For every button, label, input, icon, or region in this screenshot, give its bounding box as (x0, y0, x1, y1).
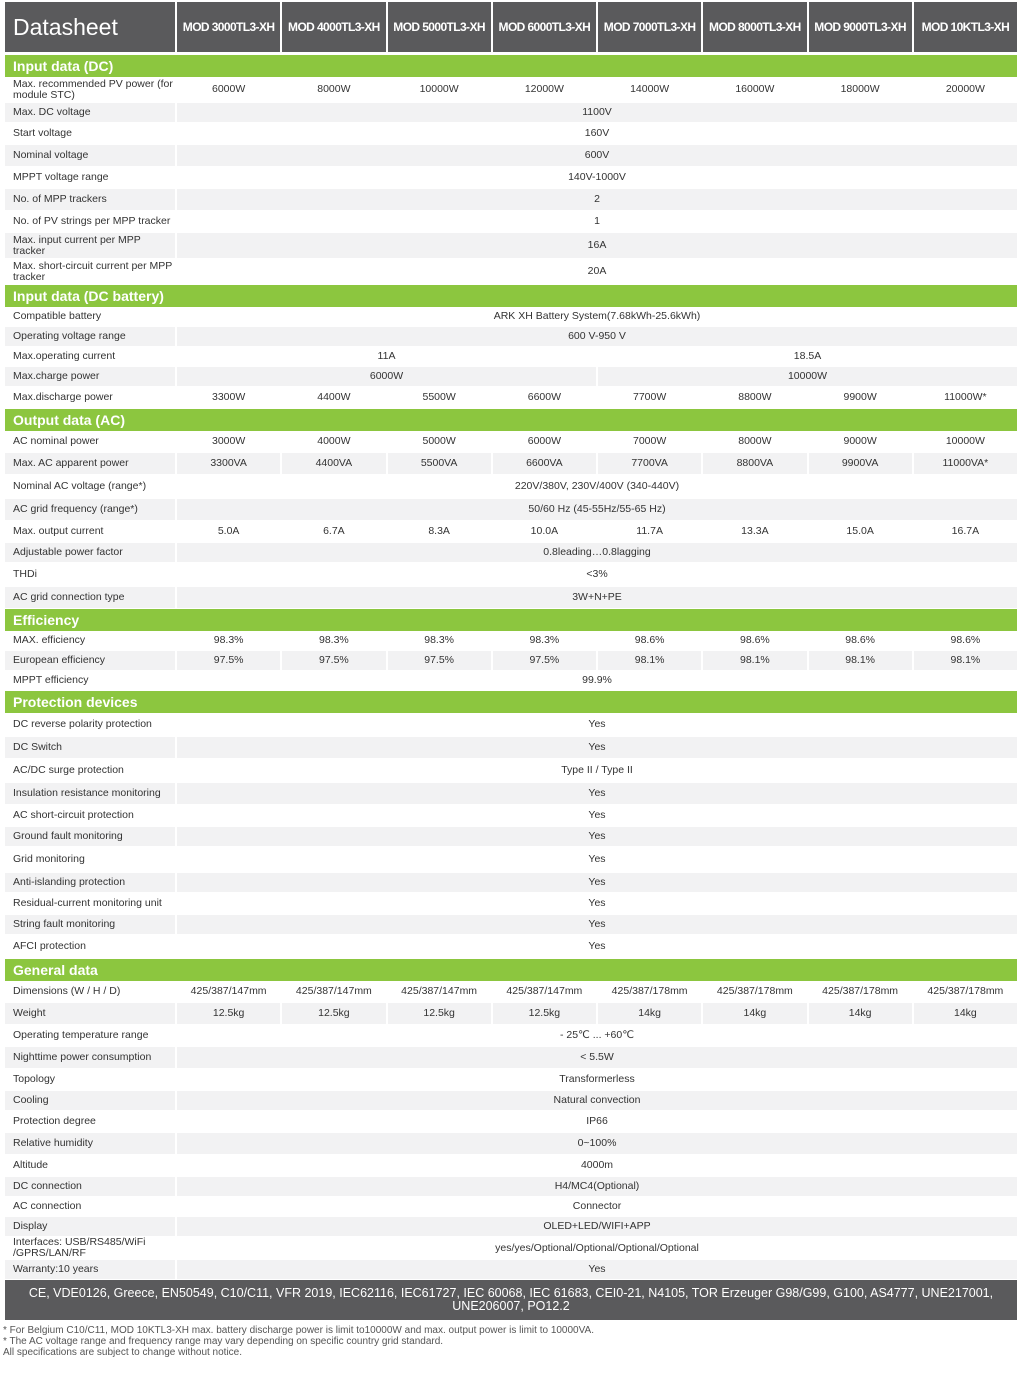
spec-value: 9900W (809, 387, 912, 409)
spec-label: Topology (5, 1069, 175, 1091)
spec-row (5, 103, 1017, 123)
spec-value: 220V/380V, 230V/400V (340-440V) (177, 475, 1017, 499)
spec-value: Yes (177, 783, 1017, 805)
spec-value: 98.6% (703, 631, 806, 651)
spec-value: Transformerless (177, 1069, 1017, 1091)
spec-row (5, 1111, 1017, 1133)
section-header (5, 409, 1017, 431)
spec-value: 4000m (177, 1155, 1017, 1177)
spec-row (5, 1003, 1017, 1025)
spec-value: 7000W (598, 431, 701, 453)
certifications: CE, VDE0126, Greece, EN50549, C10/C11, VFR 2019, IEC62116, IEC61727, IEC 60068, IEC 61683, CEI0-21, N4105, TOR Erzeuger G98/G99, G100, AS4777, UNE217001, UNE206007, PO12.2 (5, 1280, 1017, 1320)
spec-value: 11A (177, 347, 596, 367)
section (5, 691, 1017, 959)
spec-value: 3300W (177, 387, 280, 409)
spec-value: 98.3% (177, 631, 280, 651)
spec-label: Weight (5, 1003, 175, 1025)
spec-value: 12.5kg (282, 1003, 385, 1025)
model-header: MOD 6000TL3-XH (493, 2, 596, 55)
spec-value: 8000W (282, 77, 385, 103)
spec-value: 6600VA (493, 453, 596, 475)
spec-row (5, 1155, 1017, 1177)
spec-value: 16000W (703, 77, 806, 103)
spec-row (5, 783, 1017, 805)
spec-value: 425/387/178mm (809, 981, 912, 1003)
spec-row (5, 847, 1017, 873)
section-title: Output data (AC) (5, 409, 1017, 431)
spec-label: Warranty:10 years (5, 1260, 175, 1280)
certification-section (5, 1280, 1017, 1320)
datasheet (3, 0, 1019, 1358)
spec-row (5, 167, 1017, 189)
spec-label: THDi (5, 563, 175, 587)
spec-label: MPPT efficiency (5, 671, 175, 691)
spec-value: 98.3% (493, 631, 596, 651)
spec-label: No. of PV strings per MPP tracker (5, 211, 175, 233)
spec-label: AC short-circuit protection (5, 805, 175, 827)
footnote: All specifications are subject to change without notice. (3, 1347, 243, 1358)
spec-value: 6.7A (282, 521, 385, 543)
section-title: Input data (DC battery) (5, 285, 1017, 307)
spec-value: 8000W (703, 431, 806, 453)
spec-value: Yes (177, 847, 1017, 873)
spec-label: AC connection (5, 1197, 175, 1217)
model-header: MOD 9000TL3-XH (809, 2, 912, 55)
spec-value: 15.0A (809, 521, 912, 543)
spec-row (5, 77, 1017, 103)
spec-value: 2 (177, 189, 1017, 211)
spec-row (5, 1197, 1017, 1217)
spec-label: AC grid connection type (5, 587, 175, 609)
spec-value: yes/yes/Optional/Optional/Optional/Optional (177, 1237, 1017, 1260)
spec-label: No. of MPP trackers (5, 189, 175, 211)
spec-value: 4400VA (282, 453, 385, 475)
spec-row (5, 651, 1017, 671)
spec-row (5, 1047, 1017, 1069)
spec-row (5, 307, 1017, 327)
spec-value: 425/387/147mm (177, 981, 280, 1003)
spec-value: 8.3A (388, 521, 491, 543)
spec-label: Compatible battery (5, 307, 175, 327)
spec-row (5, 915, 1017, 935)
spec-value: 98.1% (703, 651, 806, 671)
spec-value: Yes (177, 1260, 1017, 1280)
spec-value: 1 (177, 211, 1017, 233)
spec-value: 5000W (388, 431, 491, 453)
spec-row (5, 259, 1017, 285)
spec-value: 18000W (809, 77, 912, 103)
footnote: * The AC voltage range and frequency range may vary depending on specific country grid standard. (3, 1336, 444, 1347)
spec-value: 6000W (493, 431, 596, 453)
spec-value: 10000W (388, 77, 491, 103)
section (5, 285, 1017, 409)
spec-row (5, 211, 1017, 233)
spec-label: AFCI protection (5, 935, 175, 959)
spec-value: 18.5A (598, 347, 1017, 367)
spec-row (5, 499, 1017, 521)
spec-value: 0.8leading…0.8lagging (177, 543, 1017, 563)
spec-row (5, 587, 1017, 609)
spec-row (5, 1091, 1017, 1111)
spec-label: DC connection (5, 1177, 175, 1197)
spec-label: DC Switch (5, 737, 175, 759)
spec-row (5, 387, 1017, 409)
spec-value: 98.1% (598, 651, 701, 671)
spec-row (5, 431, 1017, 453)
spec-value: 3W+N+PE (177, 587, 1017, 609)
spec-row (5, 713, 1017, 737)
section-title: General data (5, 959, 1017, 981)
spec-value: 12.5kg (177, 1003, 280, 1025)
model-header: MOD 3000TL3-XH (177, 2, 280, 55)
spec-value: Yes (177, 915, 1017, 935)
spec-row (5, 671, 1017, 691)
spec-row (5, 189, 1017, 211)
spec-value: 5500VA (388, 453, 491, 475)
spec-value: 5.0A (177, 521, 280, 543)
spec-value: 425/387/178mm (598, 981, 701, 1003)
spec-value: - 25℃ ... +60℃ (177, 1025, 1017, 1047)
spec-row (5, 737, 1017, 759)
page-title: Datasheet (5, 2, 175, 55)
spec-row (5, 873, 1017, 893)
spec-row (5, 453, 1017, 475)
spec-value: 10000W (598, 367, 1017, 387)
spec-label: AC grid frequency (range*) (5, 499, 175, 521)
spec-row (5, 1025, 1017, 1047)
spec-value: Yes (177, 827, 1017, 847)
model-header: MOD 8000TL3-XH (703, 2, 806, 55)
spec-value: 6600W (493, 387, 596, 409)
spec-value: Yes (177, 737, 1017, 759)
spec-row (5, 1069, 1017, 1091)
spec-row (5, 475, 1017, 499)
spec-value: 9900VA (809, 453, 912, 475)
spec-value: Yes (177, 935, 1017, 959)
spec-value: 14kg (809, 1003, 912, 1025)
spec-label: Altitude (5, 1155, 175, 1177)
section-header (5, 55, 1017, 77)
spec-label: AC nominal power (5, 431, 175, 453)
spec-value: Yes (177, 873, 1017, 893)
spec-value: 3000W (177, 431, 280, 453)
spec-row (5, 233, 1017, 259)
spec-label: MPPT voltage range (5, 167, 175, 189)
spec-value: 14kg (598, 1003, 701, 1025)
spec-value: 425/387/178mm (914, 981, 1017, 1003)
spec-value: 20A (177, 259, 1017, 285)
spec-row (5, 543, 1017, 563)
spec-label: Nominal voltage (5, 145, 175, 167)
spec-value: 160V (177, 123, 1017, 145)
spec-label: Anti-islanding protection (5, 873, 175, 893)
spec-value: 8800VA (703, 453, 806, 475)
spec-value: 5500W (388, 387, 491, 409)
spec-row (5, 145, 1017, 167)
spec-value: 10.0A (493, 521, 596, 543)
section (5, 409, 1017, 609)
spec-value: 425/387/147mm (388, 981, 491, 1003)
spec-row (5, 1133, 1017, 1155)
spec-row (5, 1177, 1017, 1197)
section-header (5, 609, 1017, 631)
section-title: Protection devices (5, 691, 1017, 713)
spec-value: 13.3A (703, 521, 806, 543)
model-header: MOD 7000TL3-XH (598, 2, 701, 55)
spec-row (5, 1237, 1017, 1260)
spec-value: 99.9% (177, 671, 1017, 691)
spec-value: 14kg (914, 1003, 1017, 1025)
spec-value: < 5.5W (177, 1047, 1017, 1069)
spec-value: 3300VA (177, 453, 280, 475)
spec-label: Relative humidity (5, 1133, 175, 1155)
spec-value: 12000W (493, 77, 596, 103)
spec-value: 16A (177, 233, 1017, 259)
spec-value: Type II / Type II (177, 759, 1017, 783)
spec-label: Residual-current monitoring unit (5, 893, 175, 915)
spec-value: 98.3% (388, 631, 491, 651)
spec-value: Connector (177, 1197, 1017, 1217)
spec-value: 98.6% (809, 631, 912, 651)
spec-value: 97.5% (282, 651, 385, 671)
spec-label: Max. DC voltage (5, 103, 175, 123)
spec-label: Protection degree (5, 1111, 175, 1133)
section-header (5, 959, 1017, 981)
spec-label: Max. AC apparent power (5, 453, 175, 475)
spec-value: 8800W (703, 387, 806, 409)
header-row (5, 2, 1017, 55)
spec-row (5, 1260, 1017, 1280)
spec-row (5, 827, 1017, 847)
spec-value: OLED+LED/WIFI+APP (177, 1217, 1017, 1237)
section-title: Input data (DC) (5, 55, 1017, 77)
spec-label: DC reverse polarity protection (5, 713, 175, 737)
spec-value: 98.1% (809, 651, 912, 671)
spec-value: <3% (177, 563, 1017, 587)
spec-value: Yes (177, 805, 1017, 827)
spec-row (5, 563, 1017, 587)
spec-value: 6000W (177, 77, 280, 103)
spec-value: 425/387/147mm (282, 981, 385, 1003)
spec-label: Max. short-circuit current per MPP tracker (5, 259, 175, 285)
spec-label: Cooling (5, 1091, 175, 1111)
spec-value: 10000W (914, 431, 1017, 453)
spec-value: Yes (177, 713, 1017, 737)
spec-label: Max.operating current (5, 347, 175, 367)
spec-row (5, 893, 1017, 915)
spec-label: European efficiency (5, 651, 175, 671)
spec-value: 600V (177, 145, 1017, 167)
spec-row (5, 1217, 1017, 1237)
spec-label: Operating temperature range (5, 1025, 175, 1047)
spec-value: 1100V (177, 103, 1017, 123)
spec-value: 12.5kg (388, 1003, 491, 1025)
spec-label: Nighttime power consumption (5, 1047, 175, 1069)
spec-value: 4400W (282, 387, 385, 409)
spec-value: ARK XH Battery System(7.68kWh-25.6kWh) (177, 307, 1017, 327)
spec-value: 0~100% (177, 1133, 1017, 1155)
spec-value: 7700VA (598, 453, 701, 475)
spec-value: 97.5% (388, 651, 491, 671)
spec-label: Max.discharge power (5, 387, 175, 409)
spec-value: 600 V-950 V (177, 327, 1017, 347)
spec-label: Insulation resistance monitoring (5, 783, 175, 805)
spec-row (5, 347, 1017, 367)
spec-value: 98.6% (598, 631, 701, 651)
spec-row (5, 805, 1017, 827)
spec-label: String fault monitoring (5, 915, 175, 935)
spec-label: Operating voltage range (5, 327, 175, 347)
model-header: MOD 10KTL3-XH (914, 2, 1017, 55)
spec-label: Adjustable power factor (5, 543, 175, 563)
spec-label: Start voltage (5, 123, 175, 145)
certification-row (5, 1280, 1017, 1320)
model-header: MOD 5000TL3-XH (388, 2, 491, 55)
spec-row (5, 631, 1017, 651)
spec-value: 425/387/147mm (493, 981, 596, 1003)
spec-value: 97.5% (493, 651, 596, 671)
spec-row (5, 981, 1017, 1003)
spec-row (5, 521, 1017, 543)
footnotes (3, 1325, 1019, 1358)
spec-row (5, 327, 1017, 347)
spec-value: 9000W (809, 431, 912, 453)
spec-value: 425/387/178mm (703, 981, 806, 1003)
section (5, 55, 1017, 285)
spec-value: Natural convection (177, 1091, 1017, 1111)
spec-label: Ground fault monitoring (5, 827, 175, 847)
spec-value: 11.7A (598, 521, 701, 543)
model-header: MOD 4000TL3-XH (282, 2, 385, 55)
spec-value: 11000W* (914, 387, 1017, 409)
spec-row (5, 367, 1017, 387)
spec-value: 16.7A (914, 521, 1017, 543)
spec-row (5, 759, 1017, 783)
spec-label: Max. recommended PV power (for module STC) (5, 77, 175, 103)
spec-row (5, 123, 1017, 145)
section-title: Efficiency (5, 609, 1017, 631)
spec-value: 97.5% (177, 651, 280, 671)
footnote: * For Belgium C10/C11, MOD 10KTL3-XH max. battery discharge power is limit to10000W and max. output power is limit to 10000VA. (3, 1325, 594, 1336)
section (5, 959, 1017, 1280)
spec-label: Display (5, 1217, 175, 1237)
spec-value: 98.1% (914, 651, 1017, 671)
spec-label: Max.charge power (5, 367, 175, 387)
spec-label: Interfaces: USB/RS485/WiFi /GPRS/LAN/RF (5, 1237, 175, 1260)
spec-label: Max. input current per MPP tracker (5, 233, 175, 259)
spec-row (5, 935, 1017, 959)
spec-table (3, 2, 1019, 1320)
spec-value: 98.3% (282, 631, 385, 651)
section-header (5, 285, 1017, 307)
spec-value: 50/60 Hz (45-55Hz/55-65 Hz) (177, 499, 1017, 521)
spec-value: 14kg (703, 1003, 806, 1025)
spec-label: Nominal AC voltage (range*) (5, 475, 175, 499)
spec-label: Max. output current (5, 521, 175, 543)
spec-value: Yes (177, 893, 1017, 915)
spec-value: 140V-1000V (177, 167, 1017, 189)
section-header (5, 691, 1017, 713)
spec-value: H4/MC4(Optional) (177, 1177, 1017, 1197)
spec-value: 12.5kg (493, 1003, 596, 1025)
spec-value: 7700W (598, 387, 701, 409)
spec-value: 6000W (177, 367, 596, 387)
spec-label: AC/DC surge protection (5, 759, 175, 783)
spec-label: Dimensions (W / H / D) (5, 981, 175, 1003)
spec-value: 98.6% (914, 631, 1017, 651)
spec-value: 4000W (282, 431, 385, 453)
spec-value: 11000VA* (914, 453, 1017, 475)
spec-value: 20000W (914, 77, 1017, 103)
section (5, 609, 1017, 691)
spec-label: MAX. efficiency (5, 631, 175, 651)
spec-value: 14000W (598, 77, 701, 103)
spec-value: IP66 (177, 1111, 1017, 1133)
spec-label: Grid monitoring (5, 847, 175, 873)
